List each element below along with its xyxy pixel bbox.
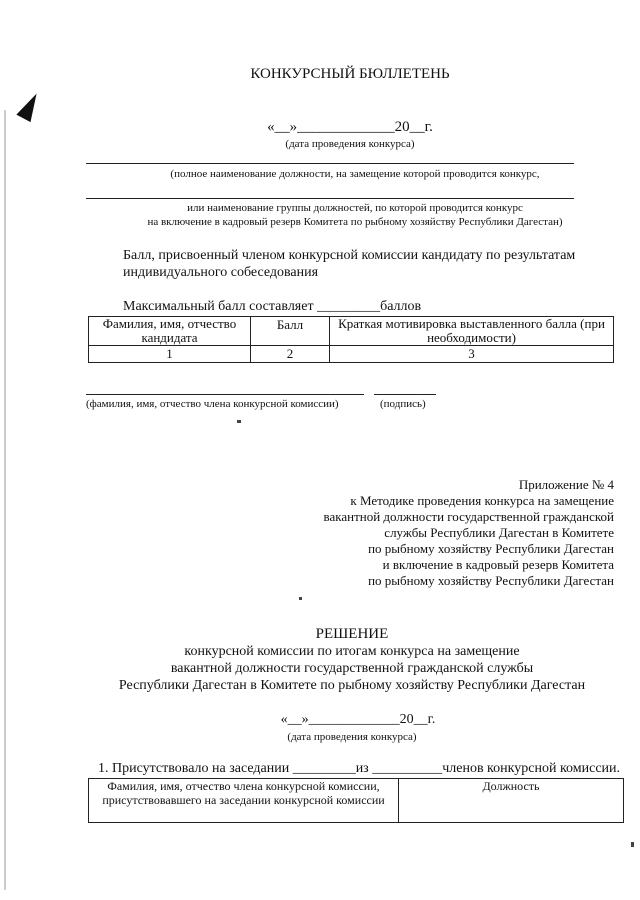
appendix-line-3: вакантной должности государственной гражданской [323, 509, 614, 524]
scan-edge [4, 110, 6, 890]
decision-date-line: «__»_____________20__г. [280, 712, 436, 727]
signature-caption: (подпись) [380, 398, 426, 410]
members-table [88, 778, 624, 823]
appendix-block [284, 477, 614, 589]
score-text-1: Балл, присвоенный членом конкурсной комиссии кандидату по результатам [123, 248, 576, 263]
col-number-3: 3 [330, 346, 614, 363]
member-name-line [86, 394, 364, 395]
appendix-line-4: службы Республики Дагестан в Комитете [384, 525, 614, 540]
position-caption-1: (полное наименование должности, на замещение которой проводится конкурс, [170, 168, 540, 180]
decision-title: РЕШЕНИЕ [315, 626, 389, 642]
position-caption-3: на включение в кадровый резерв Комитета по рыбному хозяйству Республики Дагестан) [147, 216, 563, 228]
scan-dot [299, 597, 302, 600]
appendix-line-6: и включение в кадровый резерв Комитета [382, 557, 614, 572]
score-text-2: индивидуального собеседования [123, 265, 319, 280]
scan-dot [237, 420, 241, 423]
score-table [88, 316, 614, 363]
appendix-line-5: по рыбному хозяйству Республики Дагестан [368, 541, 614, 556]
decision-subtitle-2: вакантной должности государственной гражданской службы [170, 661, 534, 676]
decision-date-caption: (дата проведения конкурса) [287, 731, 417, 743]
bulletin-date-caption: (дата проведения конкурса) [285, 138, 415, 150]
header-motivation: Краткая мотивировка выставленного балла (при необходимости) [330, 317, 614, 346]
position-blank-line [86, 163, 574, 164]
member-caption: (фамилия, имя, отчество члена конкурсной комиссии) [86, 398, 339, 410]
signature-line [374, 394, 436, 395]
appendix-line-2: к Методике проведения конкурса на замещение [350, 493, 614, 508]
appendix-line-7: по рыбному хозяйству Республики Дагестан [368, 573, 614, 588]
position-blank-line-2 [86, 198, 574, 199]
col-number-2: 2 [251, 346, 330, 363]
max-score-text: Максимальный балл составляет _________баллов [123, 299, 422, 314]
decision-subtitle-1: конкурсной комиссии по итогам конкурса на замещение [184, 644, 520, 659]
scan-mark [16, 90, 43, 122]
appendix-line-1: Приложение № 4 [518, 477, 614, 492]
col-number-1: 1 [89, 346, 251, 363]
header-member-name: Фамилия, имя, отчество члена конкурсной комиссии, присутствовавшего на заседании конкурсной комиссии [89, 779, 399, 823]
header-score: Балл [251, 317, 330, 346]
position-caption-2: или наименование группы должностей, по которой проводится конкурс [187, 202, 523, 214]
decision-subtitle-3: Республики Дагестан в Комитете по рыбному хозяйству Республики Дагестан [118, 678, 586, 693]
header-candidate-name: Фамилия, имя, отчество кандидата [89, 317, 251, 346]
attendance-text: 1. Присутствовало на заседании _________из __________членов конкурсной комиссии. [98, 761, 621, 776]
scan-dot [631, 842, 634, 847]
header-position: Должность [399, 779, 624, 823]
bulletin-date-line: «__»_____________20__г. [267, 119, 433, 135]
bulletin-title: КОНКУРСНЫЙ БЮЛЛЕТЕНЬ [250, 66, 450, 82]
